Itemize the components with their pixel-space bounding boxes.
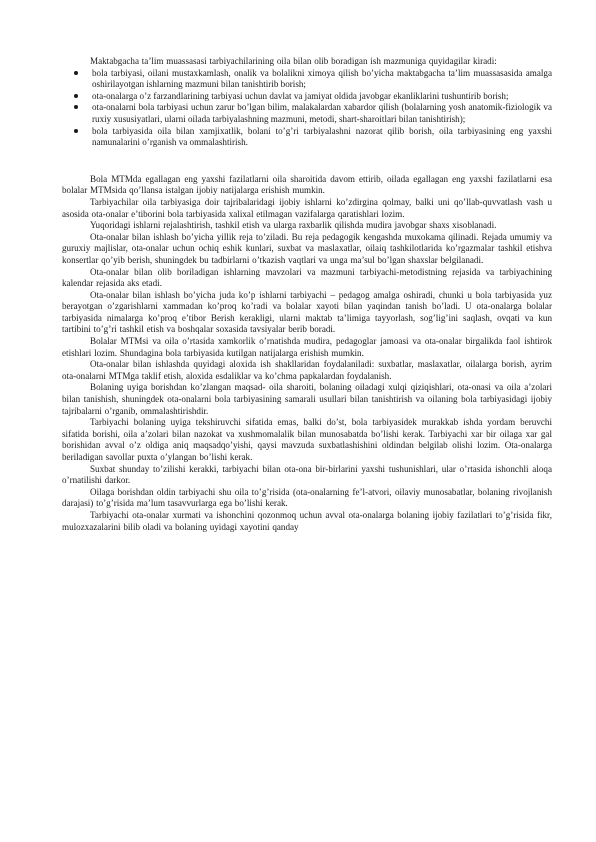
body-paragraph: Yuqoridagi ishlarni rejalashtirish, tashkil etish va ularga raxbarlik qilishda mudira javobgar shaxs xisoblanadi. — [90, 220, 497, 231]
body-paragraph: Bolalar MTMsi va oila o’rtasida xamkorlik o’rnatishda mudira, pedagoglar jamoasi va ota-onalar birgalikda faol ishtirok etishlari lozim. Shundagina bola tarbiyasida kutilgan natijalarga erishish mumkin. — [62, 336, 552, 358]
body-paragraph: Ota-onalar bilan ishlashda quyidagi aloxida ish shakllaridan foydalaniladi: suxbatlar, maslaxatlar, oilalarga borish, ayrim ota-onalarni MTMga taklif etish, aloxida esdaliklar va ko’chma papkalardan foydalanish. — [62, 359, 552, 381]
body-paragraph: Oilaga borishdan oldin tarbiyachi shu oila to’g’risida (ota-onalarning fe’l-atvori, oilaviy munosabatlar, bolaning rivojlanish darajasi) to’g’risida ma’lum tasavvurlarga ega bo’lishi kerak. — [62, 486, 552, 509]
body-paragraph: Ota-onalar bilan ishlash bo’yicha juda ko’p ishlarni tarbiyachi – pedagog amalga oshiradi, chunki u bola tarbiyasida yuz berayotgan o’zgarishlarni xammadan ko’proq ko’radi va bolalar xayoti bilan yaqindan tanish bo’ladi. U ota-onalarga bolalar tarbiyasida nimalarga ko’proq e’tibor Berish kerakligi, ularni maktab ta’limiga tayyorlash, sog’lig’ini saqlash, ovqati va kun tartibini to’g’ri tashkil etish va boshqalar soxasida tavsiyalar berib boradi. — [62, 289, 552, 335]
list-item: bola tarbiyasida oila bilan xamjixatlik, bolani to’g’ri tarbiyalashni nazorat qilib borish, oila tarbiyasining eng yaxshi namunalarini o’rganish va ommalashtirish. — [92, 126, 552, 149]
list-item: bola tarbiyasi, oilani mustaxkamlash, onalik va bolalikni ximoya qilish bo’yicha maktabgacha ta’lim muassasasida amalga oshirilayotgan ishlarning mazmuni bilan tanishtirib borish; — [92, 68, 552, 91]
body-paragraph: Suxbat shunday to’zilishi kerakki, tarbiyachi bilan ota-ona bir-birlarini yaxshi tushunishlari, ular o’rtasida ishonchli aloqa o’rnatilishi darkor. — [62, 463, 552, 486]
bullet-icon — [74, 94, 78, 98]
bullet-icon — [74, 105, 78, 109]
bullet-list — [62, 68, 552, 149]
bullet-icon — [74, 129, 78, 133]
section-gap — [62, 149, 552, 174]
body-paragraph: Tarbiyachi bolaning uyiga tekshiruvchi sifatida emas, balki do’st, bola tarbiyasidek murakkab ishda yordam beruvchi sifatida borishi, oila a’zolari bilan nazokat va xushmomalalik bilan munosabatda bo’lishi kerak. Tarbiyachi xar bir oilaga xar gal borishidan avval o’z oldiga aniq maqsadqo’yishi, qaysi mavzuda suxbatlashishini oldindan belgilab olishi lozim. Ota-onalarga beriladigan savollar puxta o’ylangan bo’lishi kerak. — [62, 417, 552, 462]
body-paragraph: Tarbiyachi ota-onalar xurmati va ishonchini qozonmoq uchun avval ota-onalarga bolaning ijobiy fazilatlari to’g’risida fikr, mulozxazalarini bilib oladi va bolaning uyidagi xayotini qanday — [62, 509, 552, 532]
intro-paragraph: Maktabgacha ta’lim muassasasi tarbiyachilarining oila bilan olib boradigan ish mazmuniga quyidagilar kiradi: — [90, 56, 497, 66]
body-paragraph: Ota-onalar bilan ishlash bo’yicha yillik reja to’ziladi. Bu reja pedagogik kengashda muxokama qilinadi. Rejada umumiy va guruxiy majlislar, ota-onalar uchun ochiq eshik kunlari, suxbat va maslaxatlar, oilaiq tashkilotlarida ko’rgazmalar tashkil etishva konsertlar qo’yib berish, shuningdek bu tadbirlarni o’tkazish vaqtlari va unga ma’sul bo’lgan shaxslar belgilanadi. — [62, 231, 552, 265]
list-item: ota-onalarga o’z farzandlarining tarbiyasi uchun davlat va jamiyat oldida javobgar ekanliklarini tushuntirib borish; — [92, 91, 552, 103]
body-paragraph: Bola MTMda egallagan eng yaxshi fazilatlarni oila sharoitida davom ettirib, oilada egallagan eng yaxshi fazilatlarni esa bolalar MTMsida qo’llansa istalgan ijobiy natijalarga erishish mumkin. — [62, 173, 552, 196]
body-paragraph: Bolaning uyiga borishdan ko’zlangan maqsad- oila sharoiti, bolaning oiladagi xulqi qiziqishlari, ota-onasi va oila a’zolari bilan tanishish, shuningdek ota-onalarni bola tarbiyasining samarali usullari bilan tanishtirish va oilaning bola tarbiyasidagi ijobiy tajribalarni o’rganib, ommalashtirishdir. — [62, 382, 552, 416]
body-paragraph: Ota-onalar bilan olib boriladigan ishlarning mavzolari va mazmuni tarbiyachi-metodistning rejasida va tarbiyachining kalendar rejasida aks etadi. — [62, 266, 552, 289]
list-item: ota-onalarni bola tarbiyasi uchun zarur bo’lgan bilim, malakalardan xabardor qilish (bolalarning yosh anatomik-fiziologik va ruxiy xususiyatlari, ularni oilada tarbiyalashning mazmuni, metodi, shart-sharoitlari bilan tanishtirish); — [92, 102, 552, 125]
body-paragraph: Tarbiyachilar oila tarbiyasiga doir tajribalaridagi ijobiy ishlarni ko’zdirgina qolmay, balki uni qo’llab-quvvatlash vash u asosida ota-onalar e’tiborini bola tarbiyasida xalixal etilmagan vazifalarga qaratishlari lozim. — [62, 196, 552, 219]
bullet-icon — [74, 71, 78, 75]
